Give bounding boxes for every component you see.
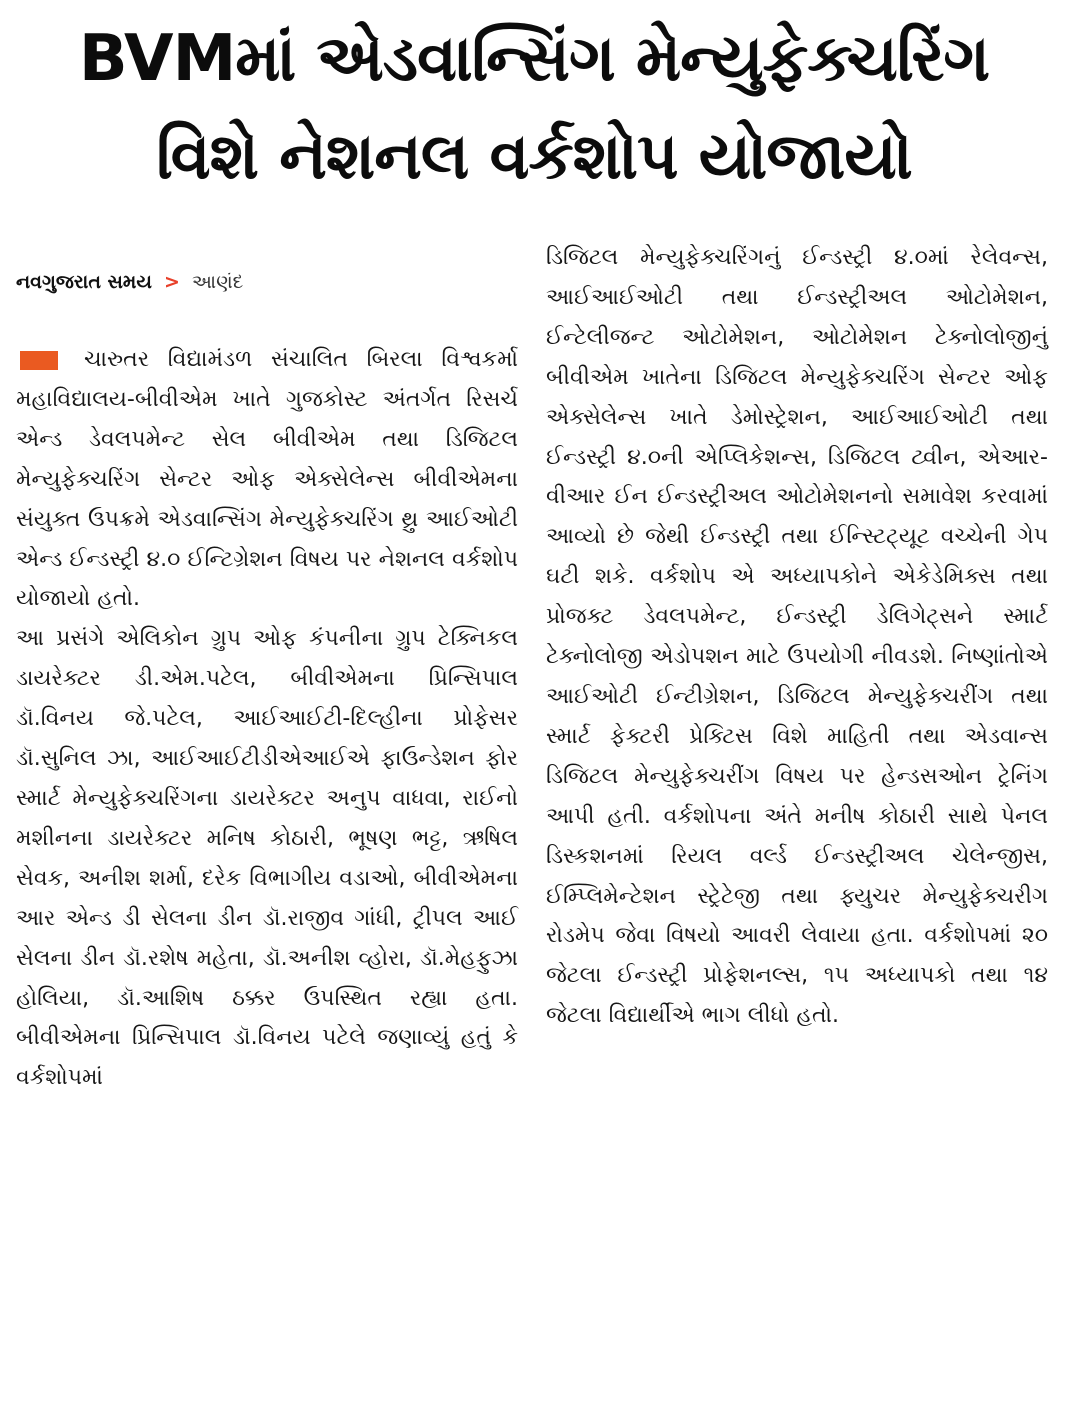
headline-line-2: વિશે નેશનલ વર્કશોપ યોજાયો [156, 120, 912, 194]
article-column-right [546, 238, 1048, 1036]
dateline [16, 268, 243, 296]
article-paragraph-3: ડિજિટલ મેન્યુફેક્ચરિંગનું ઈન્ડસ્ટ્રી ૪.૦માં રેલેવન્સ, આઈઆઈઓટી તથા ઈન્ડસ્ટ્રીઅલ ઓટોમેશન, ઈન્ટેલીજન્ટ ઓટોમેશન, ઓટોમેશન ટેક્નોલોજીનું બીવીએમ ખાતેના ડિજિટલ મેન્યુફેક્ચરિંગ સેન્ટર ઓફ એક્સેલેન્સ ખાતે ડેમોસ્ટ્રેશન, આઈઆઈઓટી તથા ઈન્ડસ્ટ્રી ૪.૦ની એપ્લિકેશન્સ, ડિજિટલ ટ્વીન, એઆર-વીઆર ઈન ઈન્ડસ્ટ્રીઅલ ઓટોમેશનનો સમાવેશ કરવામાં આવ્યો છે જેથી ઈન્ડસ્ટ્રી તથા ઈન્સ્ટિટ્યૂટ વચ્ચેની ગેપ ઘટી શકે. વર્કશોપ એ અધ્યાપકોને એકેડેમિક્સ તથા પ્રોજક્ટ ડેવલપમેન્ટ, ઈન્ડસ્ટ્રી ડેલિગેટ્સને સ્માર્ટ ટેક્નોલોજી એડોપશન માટે ઉપયોગી નીવડશે. નિષ્ણાંતોએ આઈઓટી ઈન્ટીગ્રેશન, ડિજિટલ મેન્યુફેક્ચરીંગ તથા સ્માર્ટ ફેક્ટરી પ્રેક્ટિસ વિશે માહિતી તથા એડવાન્સ ડિજિટલ મેન્યુફેક્ચરીંગ વિષય પર હેન્ડસઓન ટ્રેનિંગ આપી હતી. વર્કશોપના અંતે મનીષ કોઠારી સાથે પેનલ ડિસ્કશનમાં રિયલ વર્લ્ડ ઈન્ડસ્ટ્રીઅલ ચેલેન્જીસ, ઈમ્પ્લિમેન્ટેશન સ્ટ્રેટેજી તથા ફ્યુચર મેન્યુફેક્ચરીગ રોડમેપ જેવા વિષયો આવરી લેવાયા હતા. વર્કશોપમાં ૨૦ જેટલા ઈન્ડસ્ટ્રી પ્રોફેશનલ્સ, ૧૫ અધ્યાપકો તથા ૧૪ જેટલા વિદ્યાર્થીએ ભાગ લીધો હતો. [546, 245, 1048, 1029]
headline-line-1: BVMમાં એડવાન્સિંગ મેન્યુફેક્ચરિંગ [78, 22, 990, 96]
dateline-paper-name: નવગુજરાત સમય [16, 271, 152, 293]
dateline-city: આણંદ [191, 271, 244, 293]
article-paragraph-2: આ પ્રસંગે એલિકોન ગ્રુપ ઓફ કંપનીના ગ્રુપ ટેક્નિકલ ડાયરેક્ટર ડી.એમ.પટેલ, બીવીએમના પ્રિન્સિપાલ ડૉ.વિનય જે.પટેલ, આઈઆઈટી-દિલ્હીના પ્રોફેસર ડૉ.સુનિલ ઝા, આઈઆઈટીડીએઆઈએ ફાઉન્ડેશન ફોર સ્માર્ટ મેન્યુફેક્ચરિંગના ડાયરેક્ટર અનુપ વાધવા, રાઈનો મશીનના ડાયરેક્ટર મનિષ કોઠારી, ભૂષણ ભટ્ટ, ઋષિલ સેવક, અનીશ શર્મા, દરેક વિભાગીય વડાઓ, બીવીએમના આર એન્ડ ડી સેલના ડીન ડૉ.રાજીવ ગાંધી, ટ્રીપલ આઈ સેલના ડીન ડૉ.રશેષ મહેતા, ડૉ.અનીશ વ્હોરા, ડૉ.મેહફુઝા હોલિયા, ડૉ.આશિષ ઠક્કર ઉપસ્થિત રહ્યા હતા. બીવીએમના પ્રિન્સિપાલ ડૉ.વિનય પટેલે જણાવ્યું હતું કે વર્કશોપમાં [16, 626, 518, 1091]
article-paragraph-1-text: ચારુતર વિદ્યામંડળ સંચાલિત બિરલા વિશ્વકર્મા મહાવિદ્યાલય-બીવીએમ ખાતે ગુજકોસ્ટ અંતર્ગત રિસર્ચ એન્ડ ડેવલપમેન્ટ સેલ બીવીએમ તથા ડિજિટલ મેન્યુફેક્ચરિંગ સેન્ટર ઓફ એક્સેલેન્સ બીવીએમના સંયુક્ત ઉપક્રમે એડવાન્સિંગ મેન્યુફેક્ચરિંગ થ્રુ આઈઓટી એન્ડ ઈન્ડસ્ટ્રી ૪.૦ ઈન્ટિગ્રેશન વિષય પર નેશનલ વર્કશોપ યોજાયો હતો. [16, 347, 518, 612]
paragraph-marker-icon [20, 351, 58, 370]
article-paragraph-1 [16, 340, 518, 619]
article-column-left [16, 340, 518, 1098]
dateline-separator: > [163, 271, 180, 293]
headline [14, 10, 1054, 206]
